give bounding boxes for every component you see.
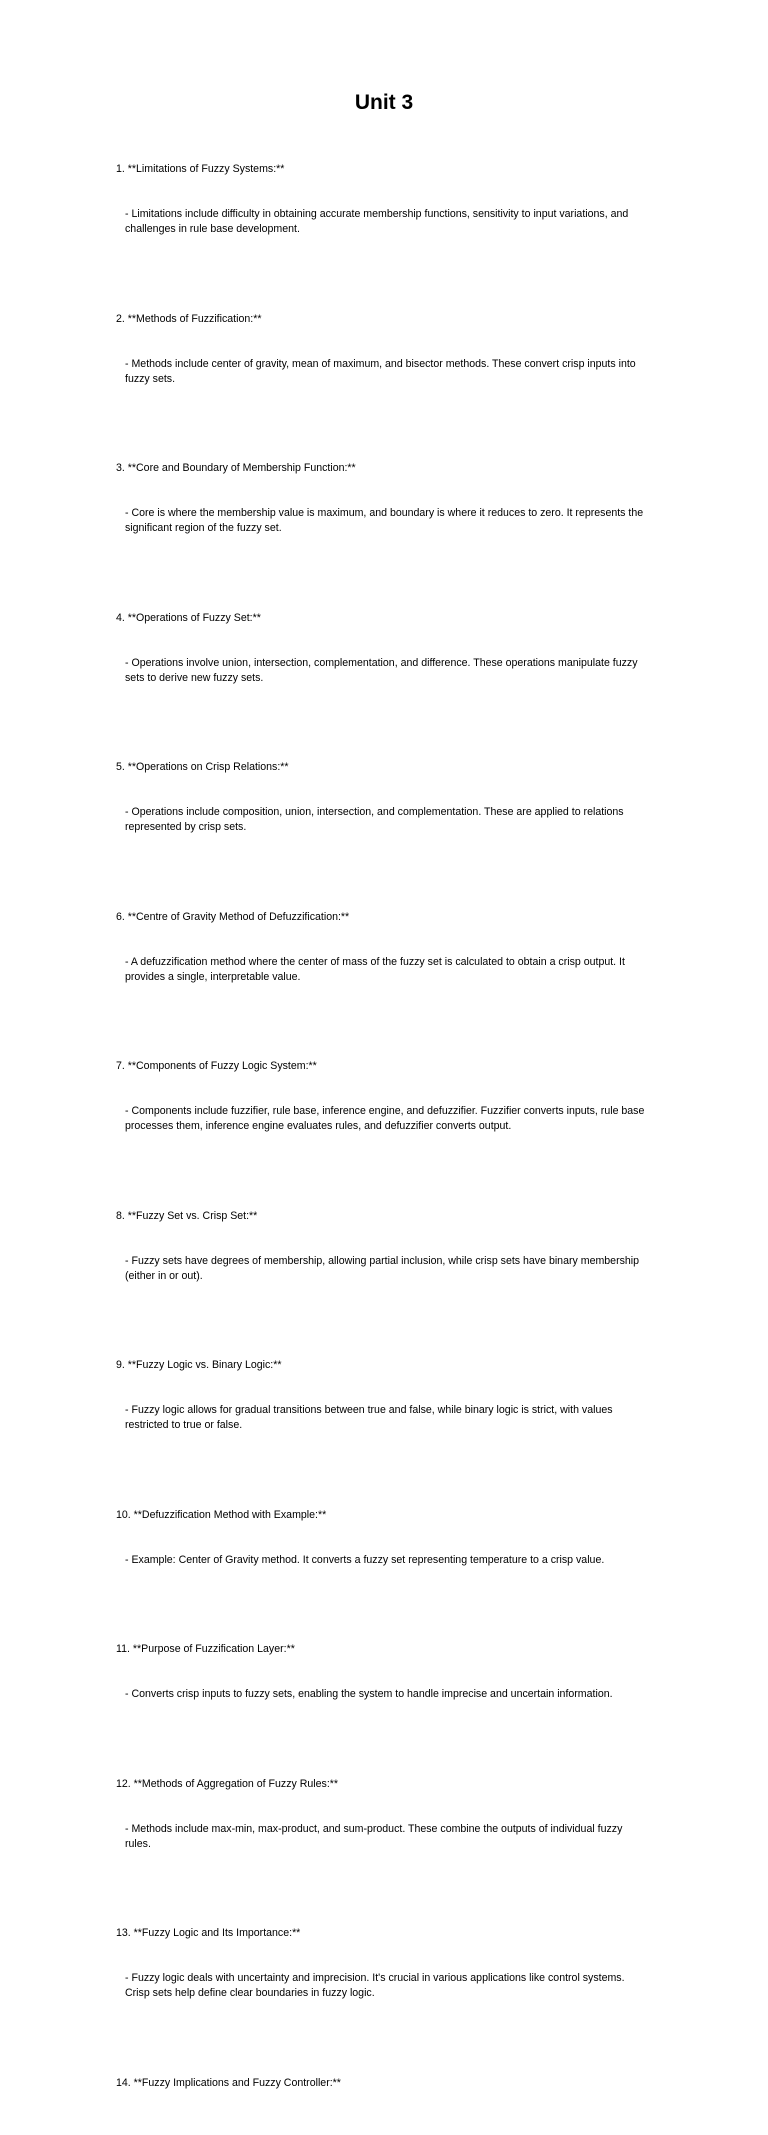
list-item	[116, 730, 646, 865]
list-item	[116, 282, 646, 417]
item-heading: 11. **Purpose of Fuzzification Layer:**	[116, 1643, 295, 1655]
list-item	[116, 431, 646, 566]
list-item	[116, 880, 646, 1015]
item-body: - Fuzzy sets have degrees of membership, allowing partial inclusion, while crisp sets have binary membership (either in or out).	[125, 1254, 642, 1282]
item-body: - Fuzzy logic deals with uncertainty and imprecision. It's crucial in various applications like control systems. Crisp sets help define clear boundaries in fuzzy logic.	[125, 1972, 628, 1999]
list-item	[116, 1747, 646, 1882]
item-body: - Methods include max-min, max-product, and sum-product. These combine the outputs of individual fuzzy rules.	[125, 1822, 626, 1850]
item-heading: 1. **Limitations of Fuzzy Systems:**	[116, 163, 285, 175]
list-item	[116, 2046, 646, 2121]
item-heading: 13. **Fuzzy Logic and Its Importance:**	[116, 1927, 301, 1939]
item-body: - Operations include composition, union, intersection, and complementation. These are applied to relations represented by crisp sets.	[125, 806, 627, 833]
item-heading: 5. **Operations on Crisp Relations:**	[116, 761, 289, 773]
list-item	[116, 1612, 646, 1732]
page-title: Unit 3	[354, 91, 414, 114]
item-body: - Converts crisp inputs to fuzzy sets, enabling the system to handle imprecise and uncertain information.	[125, 1688, 613, 1700]
item-heading: 3. **Core and Boundary of Membership Function:**	[116, 462, 356, 474]
question-list	[116, 132, 646, 2135]
list-item	[116, 1029, 646, 1164]
list-item	[116, 1478, 646, 1598]
list-item	[116, 1328, 646, 1463]
item-body: - Components include fuzzifier, rule base, inference engine, and defuzzifier. Fuzzifier converts inputs, rule base processes them, inference engine evaluates rules, and defuzzifier converts output.	[125, 1105, 648, 1132]
item-body: - Operations involve union, intersection, complementation, and difference. These operations manipulate fuzzy sets to derive new fuzzy sets.	[125, 656, 641, 684]
item-body: - Methods include center of gravity, mean of maximum, and bisector methods. These convert crisp inputs into fuzzy sets.	[125, 357, 639, 385]
list-item	[116, 1896, 646, 2031]
list-item	[116, 581, 646, 716]
item-heading: 2. **Methods of Fuzzification:**	[116, 312, 262, 325]
item-body: - A defuzzification method where the center of mass of the fuzzy set is calculated to obtain a crisp output. It provides a single, interpretable value.	[125, 955, 628, 983]
item-heading: 14. **Fuzzy Implications and Fuzzy Controller:**	[116, 2076, 341, 2089]
list-item	[116, 132, 646, 267]
item-heading: 6. **Centre of Gravity Method of Defuzzification:**	[116, 910, 350, 923]
item-body: - Core is where the membership value is maximum, and boundary is where it reduces to zero. It represents the significant region of the fuzzy set.	[125, 507, 647, 534]
item-heading: 7. **Components of Fuzzy Logic System:**	[116, 1060, 317, 1072]
item-heading: 12. **Methods of Aggregation of Fuzzy Rules:**	[116, 1777, 339, 1790]
item-body: - Fuzzy logic allows for gradual transitions between true and false, while binary logic is strict, with values restricted to true or false.	[125, 1404, 616, 1431]
item-body: - Limitations include difficulty in obtaining accurate membership functions, sensitivity to input variations, and challenges in rule base development.	[125, 208, 632, 235]
item-body: - Example: Center of Gravity method. It converts a fuzzy set representing temperature to a crisp value.	[125, 1553, 605, 1566]
item-heading: 8. **Fuzzy Set vs. Crisp Set:**	[116, 1209, 258, 1222]
item-heading: 10. **Defuzzification Method with Example:**	[116, 1508, 327, 1521]
item-heading: 9. **Fuzzy Logic vs. Binary Logic:**	[116, 1359, 282, 1371]
item-heading: 4. **Operations of Fuzzy Set:**	[116, 611, 261, 624]
list-item	[116, 1179, 646, 1314]
